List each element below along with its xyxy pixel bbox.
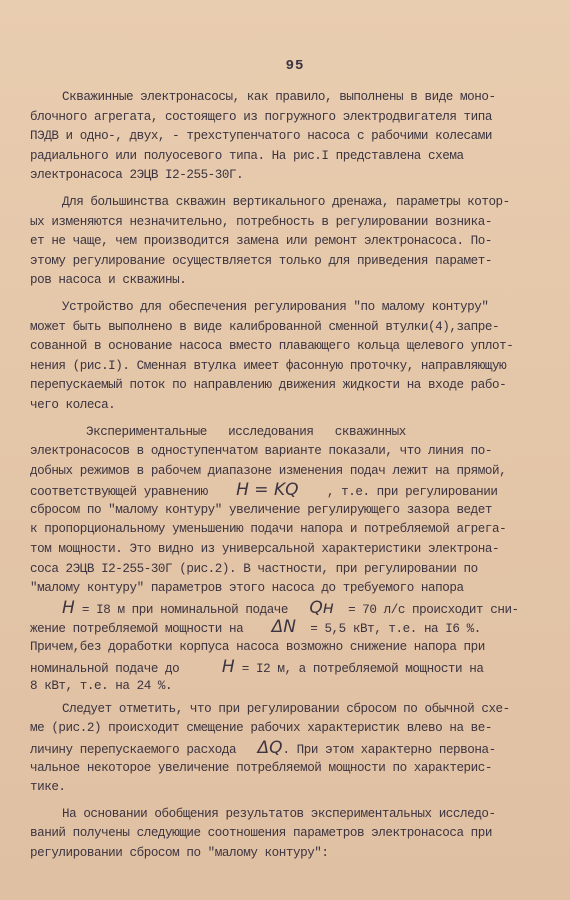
text-line: сованной в основание насоса вместо плавающего кольца щелевого уплот- xyxy=(30,339,514,354)
symbol-delta-n: ΔN xyxy=(271,617,297,638)
text-line: Скважинные электронасосы, как правило, выполнены в виде моно- xyxy=(62,90,496,104)
text-line: добных режимов в рабочем диапазоне изменения подач лежит на прямой, xyxy=(30,463,507,478)
text-line: этому регулирование осуществляется только для приведения парамет- xyxy=(30,253,492,268)
paragraph-3 xyxy=(30,298,540,416)
text-line: электронасоса 2ЭЦВ I2-255-30Г. xyxy=(30,168,244,183)
text-line: чальное некоторое увеличение потребляемой мощности по характерис- xyxy=(30,760,492,775)
text-line: нения (рис.I). Сменная втулка имеет фасонную проточку, направляющую xyxy=(30,358,507,373)
text-line: соса 2ЭЦВ I2-255-30Г (рис.2). В частности, при регулировании по xyxy=(30,561,478,576)
symbol-h: H xyxy=(62,597,75,618)
text-line: перепускаемый поток по направлению движения жидкости на входе рабо- xyxy=(30,378,507,393)
text-line: блочного агрегата, состоящего из погружного электродвигателя типа xyxy=(30,109,492,124)
text-line: тике. xyxy=(30,780,66,795)
text-line: Следует отметить, что при регулировании сбросом по обычной схе- xyxy=(62,701,510,716)
symbol-h: H xyxy=(221,656,235,677)
paragraph-5 xyxy=(30,700,540,798)
text-line: ПЭДВ и одно-, двух, - трехступенчатого насоса с рабочими колесами xyxy=(30,129,492,144)
text-line: Для большинства скважин вертикального дренажа, параметры котор- xyxy=(62,194,510,209)
text-line: чего колеса. xyxy=(30,397,116,412)
text-line: Экспериментальные исследования скважинных xyxy=(86,424,406,439)
text-line: ваний получены следующие соотношения параметров электронасоса при xyxy=(30,826,492,841)
text-line: к пропорциональному уменьшению подачи напора и потребляемой агрега- xyxy=(30,522,507,537)
page-body xyxy=(30,88,540,864)
text-line: радиального или полуосевого типа. На рис.I представлена схема xyxy=(30,148,464,163)
page-number: 95 xyxy=(285,58,305,74)
text-line: номинальной подаче до H = I2 м, а потребляемой мощности на xyxy=(30,656,484,677)
formula-h-kq: H = KQ xyxy=(236,480,299,501)
text-line: сбросом по "малому контуру" увеличение регулирующего зазора ведет xyxy=(30,502,492,517)
text-line: "малому контуру" параметров этого насоса до требуемого напора xyxy=(30,581,464,596)
text-line: На основании обобщения результатов экспериментальных исследо- xyxy=(62,806,496,821)
text-line: ме (рис.2) происходит смещение рабочих характеристик влево на ве- xyxy=(30,721,492,736)
text-line: электронасосов в одноступенчатом варианте показали, что линия по- xyxy=(30,444,492,459)
paragraph-6 xyxy=(30,805,540,864)
text-line: том мощности. Это видно из универсальной характеристики электрона- xyxy=(30,542,500,557)
text-line: Устройство для обеспечения регулирования "по малому контуру" xyxy=(62,299,489,314)
text-line: ых изменяются незначительно, потребность в регулировании возника- xyxy=(30,214,492,229)
text-line: H = I8 м при номинальной подаче Qн = 70 л/с происходит сни- xyxy=(62,597,519,618)
paragraph-2 xyxy=(30,193,540,291)
text-line: может быть выполнено в виде калиброванной сменной втулки(4),запре- xyxy=(30,319,500,334)
symbol-q-nominal: Qн xyxy=(309,597,334,618)
paragraph-4 xyxy=(30,423,540,697)
text-line: 8 кВт, т.е. на 24 %. xyxy=(30,679,173,694)
text-line: ров насоса и скважины. xyxy=(30,273,187,288)
text-line: Причем,без доработки корпуса насоса возможно снижение напора при xyxy=(30,640,485,655)
text-line: ет не чаще, чем производится замена или ремонт электронасоса. По- xyxy=(30,234,492,249)
paragraph-1 xyxy=(30,88,540,186)
text-line: жение потребляемой мощности на ΔN = 5,5 кВт, т.е. на I6 %. xyxy=(30,617,481,638)
symbol-delta-q: ΔQ xyxy=(257,738,283,758)
text-line: личину перепускаемого расхода ΔQ. При этом характерно первона- xyxy=(30,738,496,758)
text-line: регулировании сбросом по "малому контуру": xyxy=(30,845,329,860)
text-line: соответствующей уравнению H = KQ , т.е. при регулировании xyxy=(30,480,498,501)
